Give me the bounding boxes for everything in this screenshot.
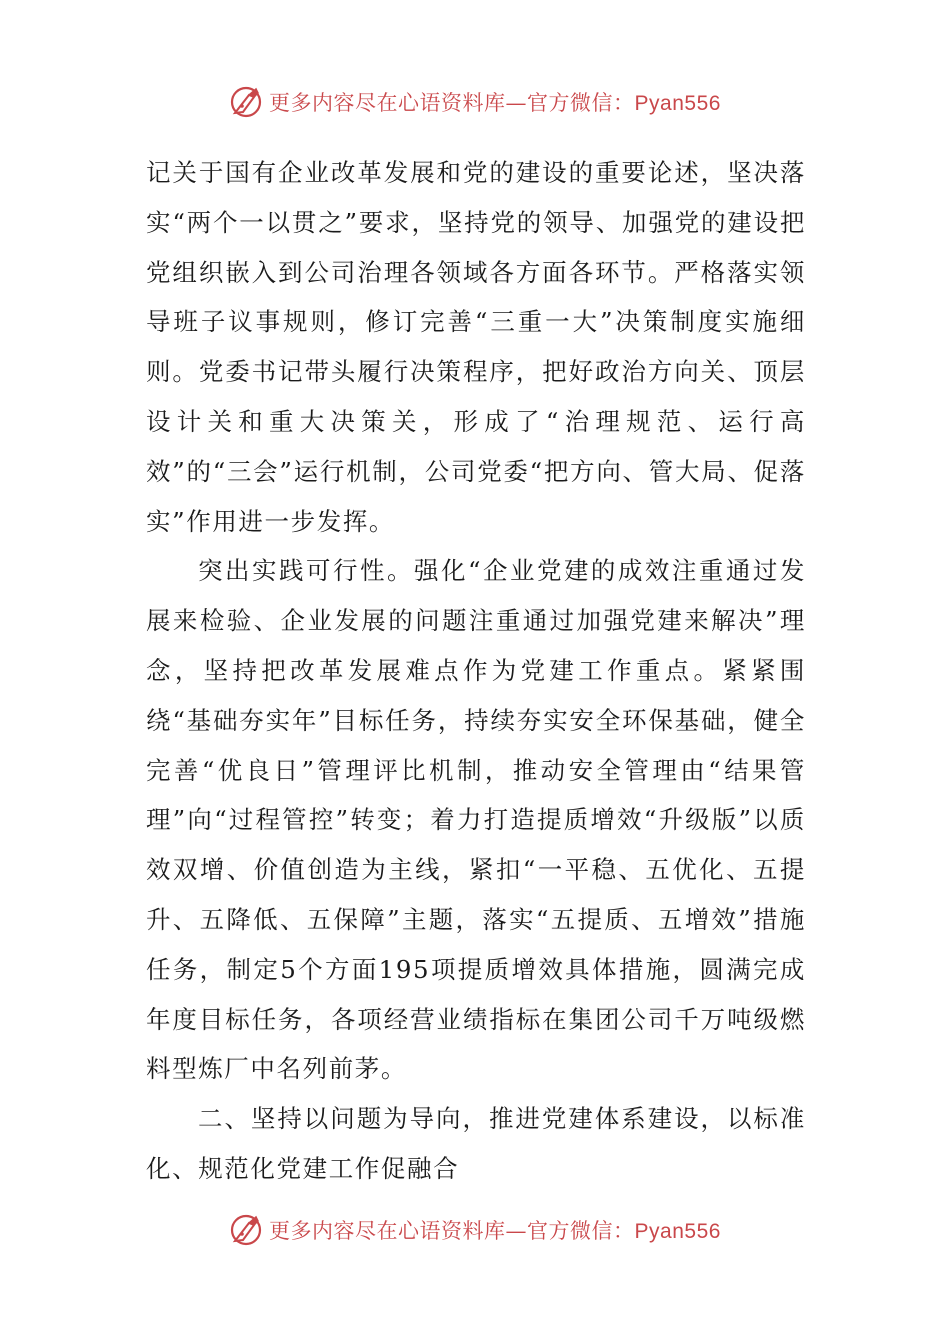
header-banner — [0, 80, 950, 124]
footer-banner-text: 更多内容尽在心语资料库—官方微信：Pyan556 — [269, 1219, 721, 1243]
pen-nib-logo-icon — [229, 1213, 263, 1247]
paragraph-1: 记关于国有企业改革发展和党的建设的重要论述，坚决落实“两个一以贯之”要求，坚持党的领导、加强党的建设把党组织嵌入到公司治理各领域各方面各环节。严格落实领导班子议事规则，修订完善“三重一大”决策制度实施细则。党委书记带头履行决策程序，把好政治方向关、顶层设计关和重大决策关，形成了“治理规范、运行高效”的“三会”运行机制，公司党委“把方向、管大局、促落实”作用进一步发挥。 — [146, 158, 806, 536]
footer-banner — [0, 1208, 950, 1252]
paragraph-2: 突出实践可行性。强化“企业党建的成效注重通过发展来检验、企业发展的问题注重通过加强党建来解决”理念，坚持把改革发展难点作为党建工作重点。紧紧围绕“基础夯实年”目标任务，持续夯实安全环保基础，健全完善“优良日”管理评比机制，推动安全管理由“结果管理”向“过程管控”转变；着力打造提质增效“升级版”以质效双增、价值创造为主线，紧扣“一平稳、五优化、五提升、五降低、五保障”主题，落实“五提质、五增效”措施任务，制定5个方面195项提质增效具体措施，圆满完成年度目标任务，各项经营业绩指标在集团公司千万吨级燃料型炼厂中名列前茅。 — [146, 556, 806, 1084]
wechat-id: Pyan556 — [634, 1220, 721, 1243]
wechat-id: Pyan556 — [634, 92, 721, 115]
section-heading: 二、坚持以问题为导向，推进党建体系建设，以标准化、规范化党建工作促融合 — [146, 1104, 806, 1183]
document-body — [146, 148, 806, 1194]
pen-nib-logo-icon — [229, 85, 263, 119]
header-banner-text: 更多内容尽在心语资料库—官方微信：Pyan556 — [269, 91, 721, 115]
